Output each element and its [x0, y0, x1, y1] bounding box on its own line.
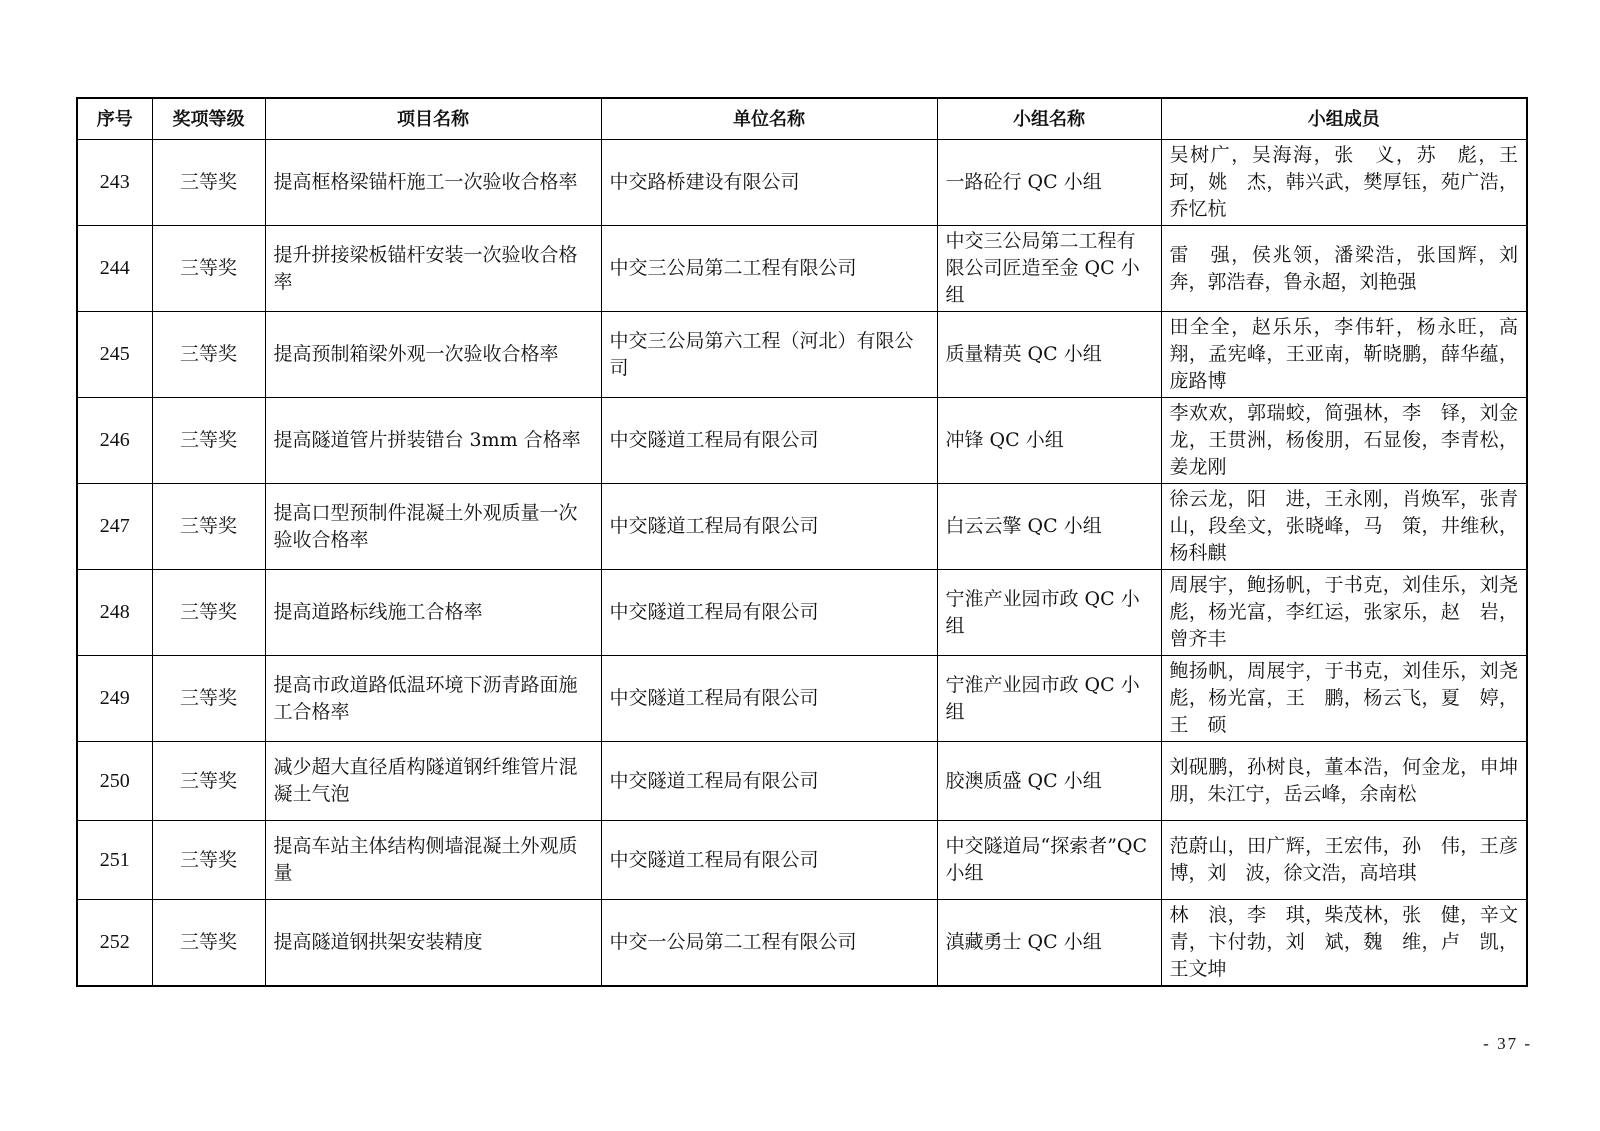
project-name: 提高预制箱梁外观一次验收合格率 [265, 312, 601, 398]
header-members: 小组成员 [1161, 98, 1527, 140]
award-level: 三等奖 [152, 484, 265, 570]
header-project: 项目名称 [265, 98, 601, 140]
project-name: 减少超大直径盾构隧道钢纤维管片混凝土气泡 [265, 742, 601, 821]
award-level: 三等奖 [152, 656, 265, 742]
unit-name: 中交隧道工程局有限公司 [601, 821, 937, 900]
row-number: 251 [77, 821, 152, 900]
unit-name: 中交隧道工程局有限公司 [601, 742, 937, 821]
row-number: 247 [77, 484, 152, 570]
table-row [77, 742, 1527, 821]
row-number: 249 [77, 656, 152, 742]
table-header-row [77, 98, 1527, 140]
table-row [77, 570, 1527, 656]
group-members: 鲍扬帆，周展宇，于书克，刘佳乐，刘尧彪，杨光富，王 鹏，杨云飞，夏 婷，王 硕 [1161, 656, 1527, 742]
row-number: 248 [77, 570, 152, 656]
group-name: 胶澳质盛 QC 小组 [937, 742, 1161, 821]
project-name: 提高道路标线施工合格率 [265, 570, 601, 656]
award-level: 三等奖 [152, 226, 265, 312]
table-row [77, 821, 1527, 900]
project-name: 提高框格梁锚杆施工一次验收合格率 [265, 140, 601, 226]
group-members: 周展宇，鲍扬帆，于书克，刘佳乐，刘尧彪，杨光富，李红运，张家乐，赵 岩，曾齐丰 [1161, 570, 1527, 656]
row-number: 246 [77, 398, 152, 484]
award-level: 三等奖 [152, 821, 265, 900]
awards-table [76, 97, 1538, 987]
table-row [77, 398, 1527, 484]
group-name: 宁淮产业园市政 QC 小组 [937, 570, 1161, 656]
group-members: 雷 强，侯兆领，潘梁浩，张国辉，刘 奔，郭浩春，鲁永超，刘艳强 [1161, 226, 1527, 312]
group-members: 吴树广，吴海海，张 义，苏 彪，王 珂，姚 杰，韩兴武，樊厚钰，苑广浩，乔忆杭 [1161, 140, 1527, 226]
group-members: 刘砚鹏，孙树良，董本浩，何金龙，申坤朋，朱江宁，岳云峰，余南松 [1161, 742, 1527, 821]
row-number: 244 [77, 226, 152, 312]
group-name: 滇藏勇士 QC 小组 [937, 900, 1161, 987]
group-name: 质量精英 QC 小组 [937, 312, 1161, 398]
group-members: 林 浪，李 琪，柴茂林，张 健，辛文青，卞付勃，刘 斌，魏 维，卢 凯，王文坤 [1161, 900, 1527, 987]
unit-name: 中交隧道工程局有限公司 [601, 656, 937, 742]
unit-name: 中交隧道工程局有限公司 [601, 570, 937, 656]
header-award: 奖项等级 [152, 98, 265, 140]
header-unit: 单位名称 [601, 98, 937, 140]
group-members: 徐云龙，阳 进，王永刚，肖焕军，张青山，段垒文，张晓峰，马 策，井维秋，杨科麒 [1161, 484, 1527, 570]
unit-name: 中交路桥建设有限公司 [601, 140, 937, 226]
table-row [77, 140, 1527, 226]
award-level: 三等奖 [152, 312, 265, 398]
group-name: 白云云擎 QC 小组 [937, 484, 1161, 570]
group-name: 一路砼行 QC 小组 [937, 140, 1161, 226]
award-level: 三等奖 [152, 900, 265, 987]
unit-name: 中交三公局第六工程（河北）有限公司 [601, 312, 937, 398]
group-name: 中交隧道局“探索者”QC 小组 [937, 821, 1161, 900]
project-name: 提高隧道管片拼装错台 3mm 合格率 [265, 398, 601, 484]
project-name: 提高市政道路低温环境下沥青路面施工合格率 [265, 656, 601, 742]
award-level: 三等奖 [152, 570, 265, 656]
table-row [77, 226, 1527, 312]
project-name: 提高车站主体结构侧墙混凝土外观质量 [265, 821, 601, 900]
table-row [77, 900, 1527, 987]
row-number: 252 [77, 900, 152, 987]
award-level: 三等奖 [152, 742, 265, 821]
table-row [77, 656, 1527, 742]
table-row [77, 312, 1527, 398]
table-row [77, 484, 1527, 570]
group-name: 宁淮产业园市政 QC 小组 [937, 656, 1161, 742]
row-number: 245 [77, 312, 152, 398]
project-name: 提高口型预制件混凝土外观质量一次验收合格率 [265, 484, 601, 570]
header-no: 序号 [77, 98, 152, 140]
unit-name: 中交三公局第二工程有限公司 [601, 226, 937, 312]
row-number: 250 [77, 742, 152, 821]
group-members: 范蔚山，田广辉，王宏伟，孙 伟，王彦博，刘 波，徐文浩，高培琪 [1161, 821, 1527, 900]
award-level: 三等奖 [152, 140, 265, 226]
row-number: 243 [77, 140, 152, 226]
group-members: 田全全，赵乐乐，李伟轩，杨永旺，高 翔，孟宪峰，王亚南，靳晓鹏，薛华蕴，庞路博 [1161, 312, 1527, 398]
project-name: 提升拼接梁板锚杆安装一次验收合格率 [265, 226, 601, 312]
unit-name: 中交隧道工程局有限公司 [601, 398, 937, 484]
page-number: - 37 - [1483, 1034, 1532, 1053]
group-name: 冲锋 QC 小组 [937, 398, 1161, 484]
header-group: 小组名称 [937, 98, 1161, 140]
unit-name: 中交一公局第二工程有限公司 [601, 900, 937, 987]
unit-name: 中交隧道工程局有限公司 [601, 484, 937, 570]
group-members: 李欢欢，郭瑞蛟，简强林，李 铎，刘金龙，王贯洲，杨俊朋，石显俊，李青松，姜龙刚 [1161, 398, 1527, 484]
group-name: 中交三公局第二工程有限公司匠造至金 QC 小组 [937, 226, 1161, 312]
award-level: 三等奖 [152, 398, 265, 484]
project-name: 提高隧道钢拱架安装精度 [265, 900, 601, 987]
